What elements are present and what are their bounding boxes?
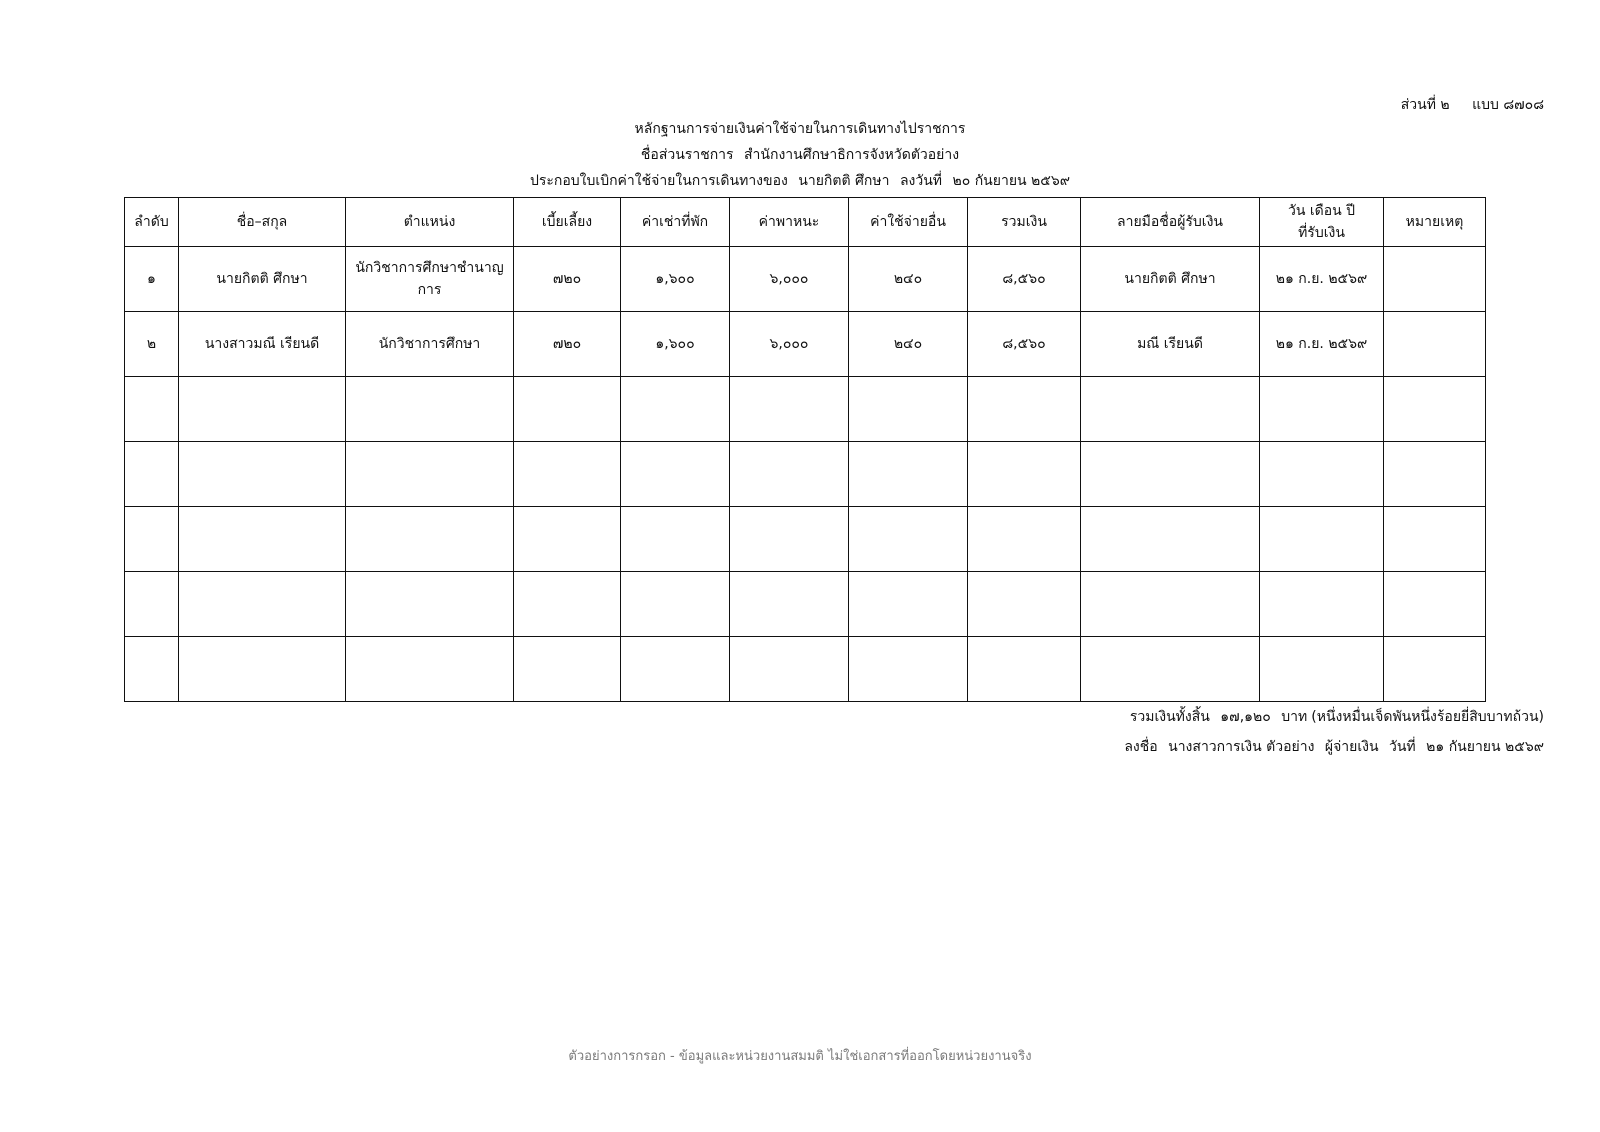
table-row <box>125 572 1486 637</box>
cell-allowance <box>514 637 621 702</box>
cell-lodging: ๑,๖๐๐ <box>621 247 730 312</box>
payer-name: นางสาวการเงิน ตัวอย่าง <box>1168 739 1315 755</box>
cell-no <box>125 377 179 442</box>
cell-total <box>968 442 1081 507</box>
cell-name <box>179 377 346 442</box>
grand-total-unit: บาท <box>1281 709 1308 725</box>
cell-total <box>968 377 1081 442</box>
cell-name <box>179 442 346 507</box>
cell-position <box>346 312 514 377</box>
cell-other <box>849 507 968 572</box>
grand-total-label: รวมเงินทั้งสิ้น <box>1129 709 1210 725</box>
cell-date <box>1260 442 1384 507</box>
cell-lodging <box>621 442 730 507</box>
reference-date-value: ๒๐ กันยายน ๒๕๖๙ <box>952 173 1071 189</box>
payer-role: ผู้จ่ายเงิน <box>1324 739 1379 755</box>
cell-remark <box>1384 312 1486 377</box>
cell-name <box>179 507 346 572</box>
table-row <box>125 312 1486 377</box>
cell-transport <box>730 637 849 702</box>
col-header-transport: ค่าพาหนะ <box>730 198 849 247</box>
table-header-row <box>125 198 1486 247</box>
cell-position <box>346 377 514 442</box>
cell-signature <box>1081 442 1260 507</box>
col-header-name: ชื่อ–สกุล <box>179 198 346 247</box>
cell-signature <box>1081 377 1260 442</box>
reference-date-label: ลงวันที่ <box>899 173 943 189</box>
cell-position-line: นักวิชาการศึกษา <box>378 336 481 352</box>
cell-allowance <box>514 572 621 637</box>
cell-total <box>968 572 1081 637</box>
cell-no: ๒ <box>125 312 179 377</box>
cell-signature <box>1081 572 1260 637</box>
reference-line <box>0 168 1600 194</box>
form-part-label: ส่วนที่ ๒ <box>1400 97 1450 113</box>
col-header-other: ค่าใช้จ่ายอื่น <box>849 198 968 247</box>
cell-no <box>125 572 179 637</box>
cell-date <box>1260 507 1384 572</box>
cell-lodging <box>621 377 730 442</box>
table-body <box>125 247 1486 702</box>
agency-label: ชื่อส่วนราชการ <box>640 147 734 163</box>
cell-no: ๑ <box>125 247 179 312</box>
cell-position <box>346 442 514 507</box>
col-header-position: ตำแหน่ง <box>346 198 514 247</box>
document-title: หลักฐานการจ่ายเงินค่าใช้จ่ายในการเดินทางไปราชการ <box>634 121 966 137</box>
col-header-no: ลำดับ <box>125 198 179 247</box>
cell-remark <box>1384 572 1486 637</box>
cell-allowance: ๗๒๐ <box>514 247 621 312</box>
cell-transport <box>730 377 849 442</box>
grand-total-words: (หนึ่งหมื่นเจ็ดพันหนึ่งร้อยยี่สิบบาทถ้วน) <box>1311 709 1544 725</box>
payment-date-value: ๒๑ กันยายน ๒๕๖๙ <box>1426 739 1544 755</box>
cell-name <box>179 637 346 702</box>
cell-remark <box>1384 442 1486 507</box>
cell-total <box>968 637 1081 702</box>
cell-no <box>125 442 179 507</box>
cell-position-line: การ <box>417 282 442 298</box>
cell-remark <box>1384 637 1486 702</box>
col-header-total: รวมเงิน <box>968 198 1081 247</box>
cell-other: ๒๔๐ <box>849 312 968 377</box>
cell-remark <box>1384 507 1486 572</box>
document-header <box>0 116 1600 194</box>
col-header-signature: ลายมือชื่อผู้รับเงิน <box>1081 198 1260 247</box>
cell-date <box>1260 377 1384 442</box>
table-row <box>125 507 1486 572</box>
cell-no <box>125 507 179 572</box>
signature-label: ลงชื่อ <box>1124 739 1158 755</box>
cell-no <box>125 637 179 702</box>
cell-other: ๒๔๐ <box>849 247 968 312</box>
col-header-remark: หมายเหตุ <box>1384 198 1486 247</box>
cell-signature <box>1081 507 1260 572</box>
cell-transport <box>730 507 849 572</box>
cell-lodging <box>621 572 730 637</box>
agency-name: สำนักงานศึกษาธิการจังหวัดตัวอย่าง <box>744 147 960 163</box>
table-row <box>125 637 1486 702</box>
cell-transport: ๖,๐๐๐ <box>730 312 849 377</box>
reference-prefix: ประกอบใบเบิกค่าใช้จ่ายในการเดินทางของ <box>529 173 788 189</box>
cell-date <box>1260 637 1384 702</box>
cell-date: ๒๑ ก.ย. ๒๕๖๙ <box>1260 312 1384 377</box>
cell-total: ๘,๕๖๐ <box>968 312 1081 377</box>
table-row <box>125 247 1486 312</box>
cell-signature: นายกิตติ ศึกษา <box>1081 247 1260 312</box>
cell-lodging: ๑,๖๐๐ <box>621 312 730 377</box>
col-header-allowance: เบี้ยเลี้ยง <box>514 198 621 247</box>
col-header-date <box>1260 198 1384 247</box>
form-number-label: แบบ ๘๗๐๘ <box>1472 97 1544 113</box>
cell-other <box>849 572 968 637</box>
payment-table <box>124 197 1486 702</box>
cell-total: ๘,๕๖๐ <box>968 247 1081 312</box>
payment-date-label: วันที่ <box>1389 739 1416 755</box>
cell-allowance <box>514 507 621 572</box>
traveler-name: นายกิตติ ศึกษา <box>798 173 890 189</box>
col-header-date-line2: ที่รับเงิน <box>1298 225 1345 241</box>
cell-lodging <box>621 637 730 702</box>
cell-date <box>1260 572 1384 637</box>
form-code <box>1401 94 1544 116</box>
cell-position <box>346 247 514 312</box>
cell-allowance <box>514 377 621 442</box>
sample-disclaimer: ตัวอย่างการกรอก - ข้อมูลและหน่วยงานสมมติ ไม่ใช่เอกสารที่ออกโดยหน่วยงานจริง <box>568 1049 1032 1064</box>
col-header-date-line1: วัน เดือน ปี <box>1287 203 1356 219</box>
agency-line <box>0 142 1600 168</box>
cell-name: นางสาวมณี เรียนดี <box>179 312 346 377</box>
cell-remark <box>1384 247 1486 312</box>
cell-position <box>346 637 514 702</box>
cell-transport <box>730 572 849 637</box>
cell-name <box>179 572 346 637</box>
table-row <box>125 377 1486 442</box>
cell-position-line: นักวิชาการศึกษาชำนาญ <box>355 260 504 276</box>
cell-position <box>346 572 514 637</box>
cell-position <box>346 507 514 572</box>
cell-other <box>849 637 968 702</box>
cell-signature: มณี เรียนดี <box>1081 312 1260 377</box>
cell-name: นายกิตติ ศึกษา <box>179 247 346 312</box>
cell-allowance <box>514 442 621 507</box>
grand-total-line <box>1130 706 1544 728</box>
cell-other <box>849 377 968 442</box>
cell-allowance: ๗๒๐ <box>514 312 621 377</box>
cell-lodging <box>621 507 730 572</box>
cell-total <box>968 507 1081 572</box>
cell-remark <box>1384 377 1486 442</box>
table-row <box>125 442 1486 507</box>
grand-total-amount: ๑๗,๑๒๐ <box>1220 709 1271 725</box>
cell-signature <box>1081 637 1260 702</box>
cell-transport <box>730 442 849 507</box>
cell-other <box>849 442 968 507</box>
payer-signature-line <box>1124 736 1544 758</box>
cell-date: ๒๑ ก.ย. ๒๕๖๙ <box>1260 247 1384 312</box>
col-header-lodging: ค่าเช่าที่พัก <box>621 198 730 247</box>
cell-transport: ๖,๐๐๐ <box>730 247 849 312</box>
